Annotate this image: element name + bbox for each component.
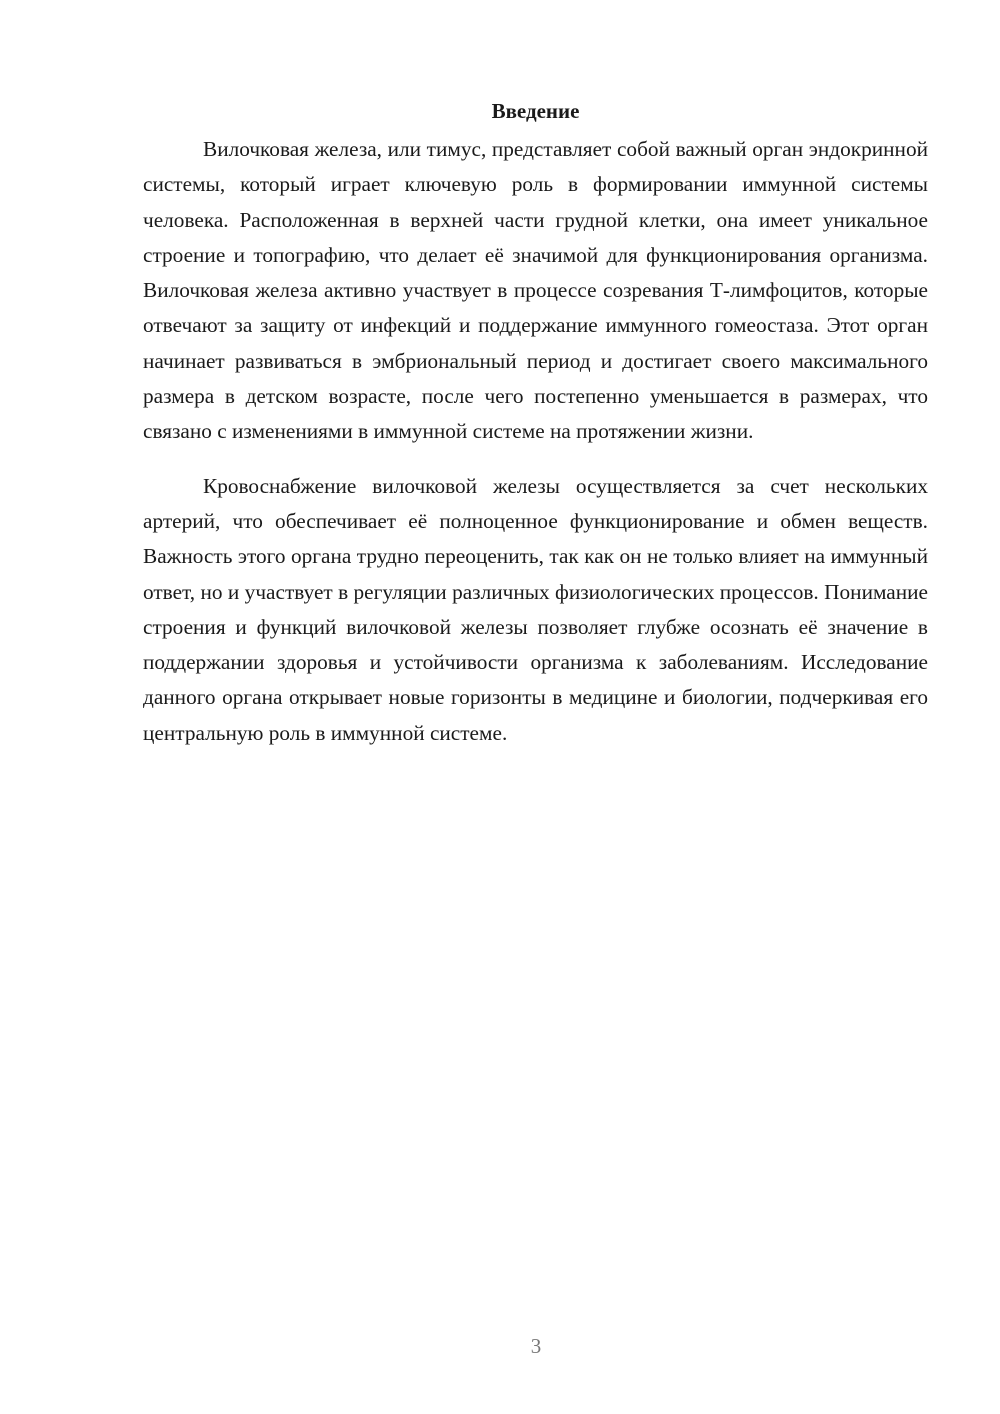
- body-paragraph-2: Кровоснабжение вилочковой железы осуществляется за счет нескольких артерий, что обеспечивает её полноценное функционирование и обмен веществ. Важность этого органа трудно переоценить, так как он не только влияет на иммунный ответ, но и участвует в регуляции различных физиологических процессов. Понимание строения и функций вилочковой железы позволяет глубже осознать её значение в поддержании здоровья и устойчивости организма к заболеваниям. Исследование данного органа открывает новые горизонты в медицине и биологии, подчеркивая его центральную роль в иммунной системе.: [143, 473, 928, 745]
- body-paragraph-1: Вилочковая железа, или тимус, представляет собой важный орган эндокринной системы, который играет ключевую роль в формировании иммунной системы человека. Расположенная в верхней части грудной клетки, она имеет уникальное строение и топографию, что делает её значимой для функционирования организма. Вилочковая железа активно участвует в процессе созревания Т-лимфоцитов, которые отвечают за защиту от инфекций и поддержание иммунного гомеостаза. Этот орган начинает развиваться в эмбриональный период и достигает своего максимального размера в детском возрасте, после чего постепенно уменьшается в размерах, что связано с изменениями в иммунной системе на протяжении жизни.: [143, 137, 928, 444]
- page-number: 3: [530, 1334, 542, 1358]
- document-page: [143, 96, 928, 751]
- section-heading: Введение: [491, 99, 580, 123]
